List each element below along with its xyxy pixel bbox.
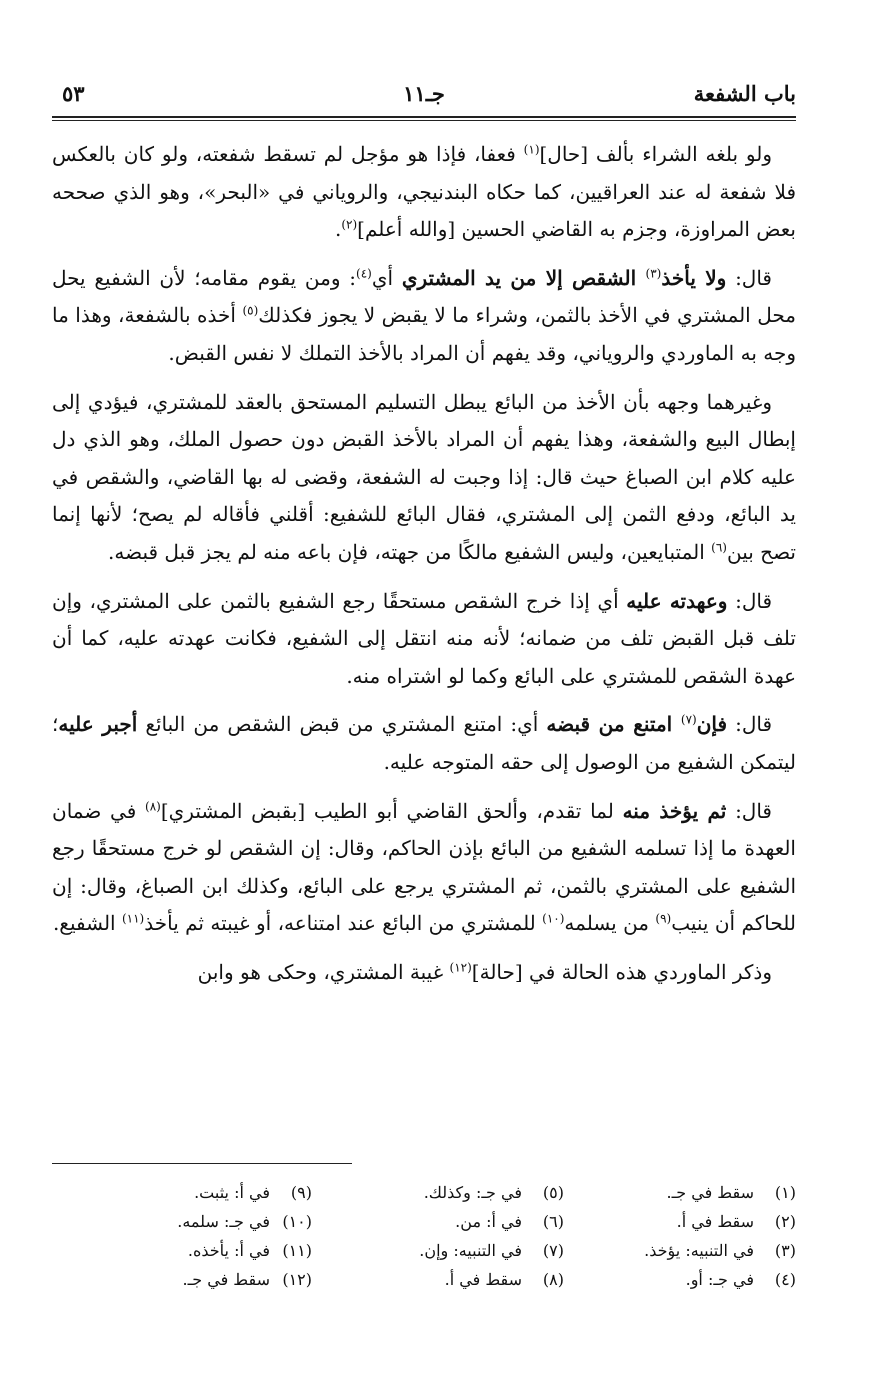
- text-run: للمشتري من البائع عند امتناعه، أو غيبته ثم يأخذ: [144, 911, 543, 936]
- footnote-item: [566, 1236, 796, 1265]
- footnote-text: في جـ: وكذلك.: [423, 1183, 522, 1202]
- paragraph: [52, 384, 796, 572]
- book-page: [52, 60, 796, 1360]
- text-run: .: [334, 217, 342, 242]
- text-run: المتبايعين، وليس الشفيع مالكًا من جهته، فإن باعه منه لم يجز قبل قبضه.: [108, 539, 712, 564]
- section-title: باب الشفعة: [693, 81, 796, 106]
- paragraph: [52, 260, 796, 373]
- footnote-number: (٣): [774, 1241, 796, 1260]
- footnote-text: في أ: يأخذه.: [187, 1241, 270, 1260]
- footnote-item: [334, 1207, 564, 1236]
- footnote-column-2: [334, 1178, 564, 1294]
- bold-text: ثم يؤخذ منه: [622, 798, 727, 823]
- paragraph: [52, 583, 796, 696]
- footnote-number: (٤): [774, 1270, 796, 1289]
- bold-text: ولا يأخذ: [661, 265, 727, 290]
- text-run: قال:: [727, 712, 773, 737]
- footnote-ref[interactable]: (٥): [242, 303, 259, 318]
- text-run: أي: امتنع المشتري من قبض الشقص من البائع: [137, 712, 547, 737]
- footnote-ref[interactable]: (٨): [145, 798, 161, 813]
- text-run: قال:: [726, 798, 772, 823]
- footnote-number: (٢): [774, 1212, 796, 1231]
- footnote-item: [334, 1236, 564, 1265]
- footnote-number: (٨): [542, 1270, 564, 1289]
- footnote-ref[interactable]: (٦): [711, 540, 727, 555]
- footnote-ref[interactable]: (٤): [356, 266, 372, 281]
- footnote-text: في أ: من.: [455, 1212, 522, 1231]
- footnote-text: سقط في جـ.: [666, 1183, 754, 1202]
- footnote-item: [334, 1178, 564, 1207]
- paragraph: [52, 136, 796, 249]
- paragraph: [52, 793, 796, 943]
- footnote-item: [82, 1265, 312, 1294]
- header-rule: [52, 116, 796, 121]
- footnote-number: (١٠): [282, 1212, 312, 1231]
- text-run: قال:: [726, 265, 772, 290]
- bold-text: الشقص إلا من يد المشتري: [401, 265, 646, 290]
- text-run: ؛ ليتمكن الشفيع من الوصول إلى حقه المتوجه عليه.: [52, 712, 796, 774]
- footnote-ref[interactable]: (٣): [645, 266, 662, 281]
- footnote-text: في جـ: أو.: [685, 1270, 754, 1289]
- footnote-text: سقط في أ.: [676, 1212, 754, 1231]
- footnote-number: (٦): [542, 1212, 564, 1231]
- bold-text: أجبر عليه: [58, 712, 138, 737]
- footnote-number: (٩): [290, 1183, 312, 1202]
- footnote-ref[interactable]: (١٢): [449, 960, 472, 975]
- paragraph: [52, 706, 796, 781]
- footnote-column-3: [82, 1178, 312, 1294]
- footnote-number: (٥): [542, 1183, 564, 1202]
- text-run: : ومن يقوم مقامه؛ لأن الشفيع يحل محل المشتري في الأخذ بالثمن، وشراء ما لا يقبض لا يجوز فكذلك: [52, 265, 796, 328]
- footnote-item: [334, 1265, 564, 1294]
- footnote-ref[interactable]: (١٠): [542, 911, 565, 926]
- bold-text: امتنع من قبضه: [546, 712, 681, 737]
- footnote-text: في جـ: سلمه.: [177, 1212, 270, 1231]
- paragraph: [52, 954, 796, 992]
- footnote-ref[interactable]: (٩): [655, 911, 672, 926]
- bold-text: فإن: [696, 712, 728, 737]
- footnote-item: [82, 1236, 312, 1265]
- text-run: فعفا، فإذا هو مؤجل لم تسقط شفعته، ولو كان بالعكس فلا شفعة له عند العراقيين، كما حكاه البندنيجي، والروياني في «البحر»، وهو الذي صححه بعض المراوزة، وجزم به القاضي الحسين [والله أعلم]: [52, 142, 796, 242]
- main-text: [52, 136, 796, 1002]
- footnote-ref[interactable]: (٢): [341, 217, 358, 232]
- text-run: وغيرهما وجهه بأن الأخذ من البائع يبطل التسليم المستحق بالعقد للمشتري، فيؤدي إلى إبطال البيع والشفعة، وهذا يفهم أن المراد بالأخذ القبض دون حصول الملك، وهو الذي دل عليه كلام ابن الصباغ حيث قال: إذا وجبت له الشفعة، وقضى له بها القاضي، والشقص في يد البائع، ودفع الثمن إلى المشتري، فقال البائع للشفيع: أقلني فأقاله لم يصح؛ لأنها إنما تصح بين: [52, 389, 796, 564]
- text-run: قال:: [727, 588, 772, 613]
- footnote-number: (١٢): [282, 1270, 312, 1289]
- footnote-item: [82, 1178, 312, 1207]
- footnote-text: في التنبيه: وإن.: [419, 1241, 522, 1260]
- footnote-ref[interactable]: (٧): [680, 712, 697, 727]
- footnote-item: [566, 1265, 796, 1294]
- footnote-text: في أ: يثبت.: [194, 1183, 270, 1202]
- page-number: ٥٣: [62, 81, 85, 106]
- text-run: غيبة المشتري، وحكى هو وابن: [197, 959, 450, 984]
- text-run: لما تقدم، وألحق القاضي أبو الطيب [بقبض المشتري]: [160, 798, 623, 823]
- footnote-number: (٧): [542, 1241, 564, 1260]
- text-run: في ضمان العهدة ما إذا تسلمه الشفيع من البائع بإذن الحاكم، وقال: إن الشقص لو خرج مستحقًا رجع الشفيع على المشتري بالثمن، ثم المشتري يرجع على البائع، وكذلك ابن الصباغ، وقال: إن للحاكم أن ينيب: [52, 798, 796, 936]
- footnote-text: سقط في أ.: [444, 1270, 522, 1289]
- text-run: من يسلمه: [564, 911, 656, 936]
- footnote-ref[interactable]: (١): [523, 142, 540, 157]
- footnote-column-1: [566, 1178, 796, 1294]
- footnote-number: (١): [774, 1183, 796, 1202]
- text-run: أي: [371, 265, 402, 290]
- footnote-number: (١١): [282, 1241, 312, 1260]
- text-run: أي إذا خرج الشقص مستحقًا رجع الشفيع بالثمن على المشتري، وإن تلف قبل القبض تلف من ضمانه؛ لأنه منه انتقل إلى الشفيع، فكانت عهدته عليه، كما أن عهدة الشقص للمشتري على البائع وكما لو اشتراه منه.: [52, 588, 796, 688]
- footnote-item: [82, 1207, 312, 1236]
- footnote-item: [566, 1178, 796, 1207]
- footnote-ref[interactable]: (١١): [121, 911, 145, 926]
- bold-text: وعهدته عليه: [626, 588, 728, 613]
- text-run: ولو بلغه الشراء بألف [حال]: [539, 142, 772, 166]
- running-header: [52, 74, 796, 114]
- footnote-rule: [52, 1163, 352, 1164]
- volume-label: جـ١١: [403, 81, 445, 106]
- footnote-text: في التنبيه: يؤخذ.: [644, 1241, 754, 1260]
- text-run: الشفيع.: [52, 911, 122, 936]
- footnote-text: سقط في جـ.: [182, 1270, 270, 1289]
- footnote-item: [566, 1207, 796, 1236]
- text-run: وذكر الماوردي هذه الحالة في [حالة]: [471, 959, 772, 984]
- text-run: أخذه بالشفعة، وهذا ما وجه به الماوردي والروياني، وقد يفهم أن المراد بالأخذ التملك لا نفس القبض.: [52, 303, 796, 365]
